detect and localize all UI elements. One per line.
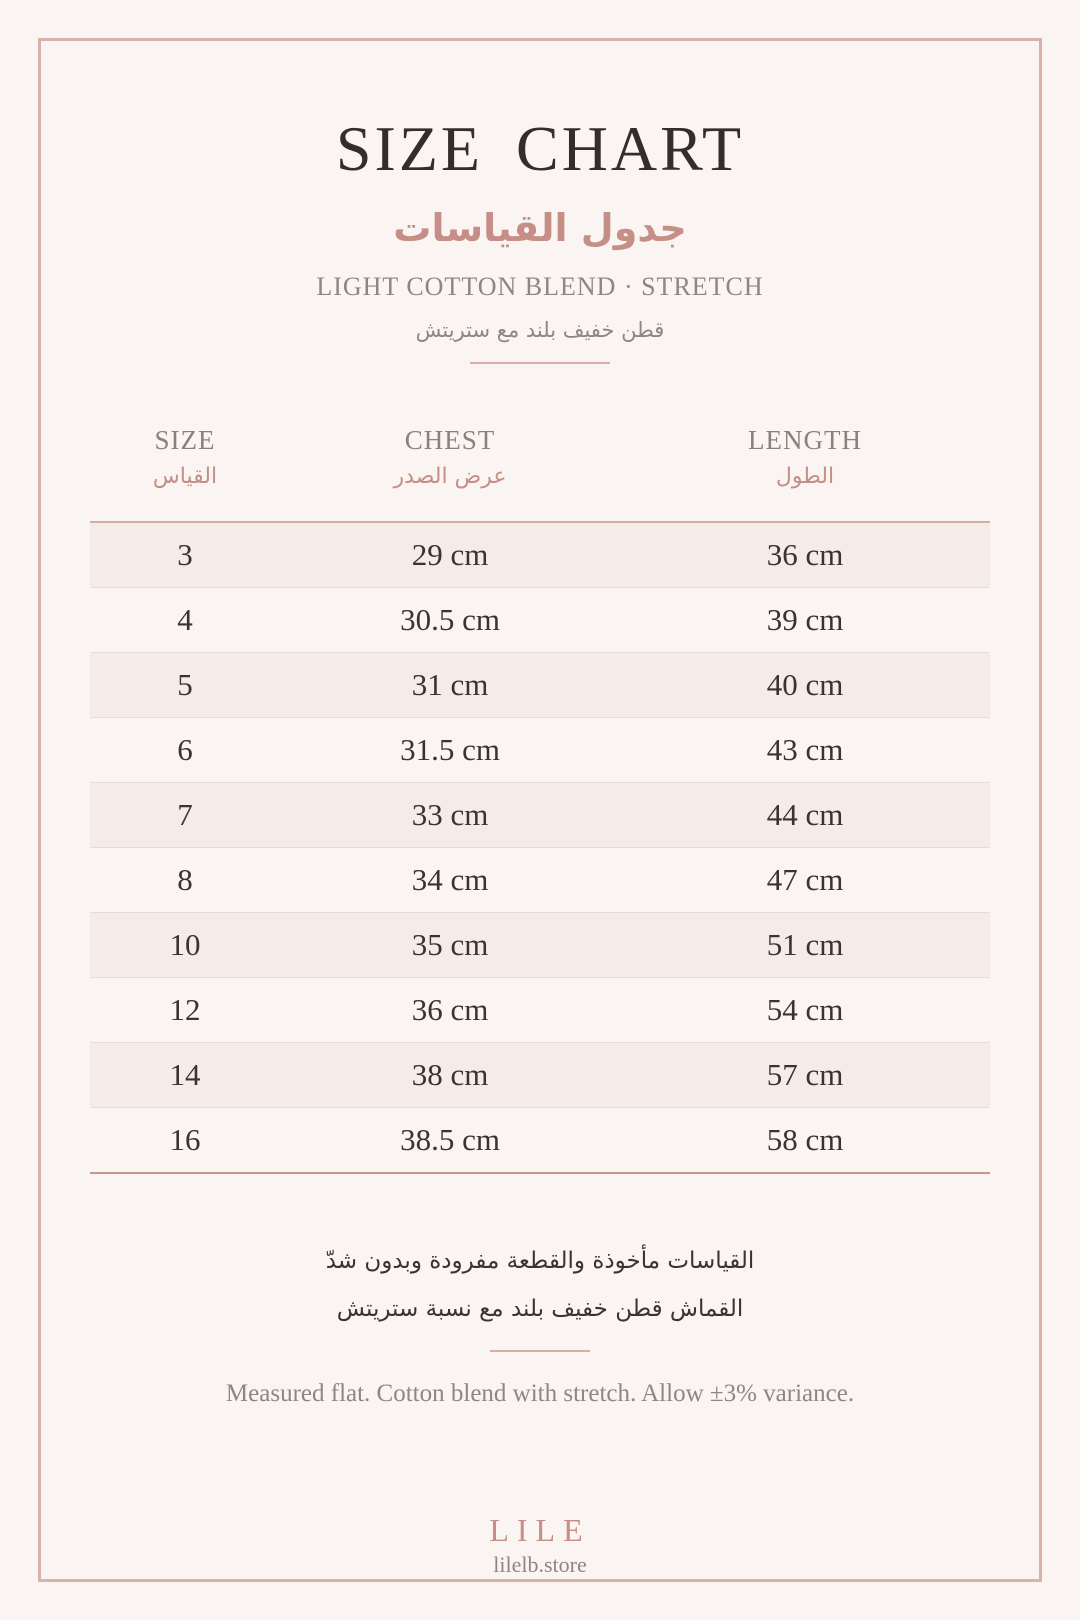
cell-size: 8 xyxy=(90,848,280,913)
header-chest xyxy=(280,415,620,522)
cell-chest: 35 cm xyxy=(280,913,620,978)
cell-chest: 38.5 cm xyxy=(280,1108,620,1174)
fabric-note-arabic: القماش قطن خفيف بلند مع نسبة ستريتش xyxy=(336,1296,744,1322)
cell-size: 16 xyxy=(90,1108,280,1174)
measurement-note: Measured flat. Cotton blend with stretch. Allow ±3% variance. xyxy=(225,1380,855,1407)
cell-length: 51 cm xyxy=(620,913,990,978)
cell-length: 54 cm xyxy=(620,978,990,1043)
cell-length: 47 cm xyxy=(620,848,990,913)
cell-chest: 31.5 cm xyxy=(280,718,620,783)
table-row xyxy=(90,718,990,783)
header-size xyxy=(90,415,280,522)
table-row xyxy=(90,978,990,1043)
cell-chest: 29 cm xyxy=(280,522,620,588)
cell-chest: 31 cm xyxy=(280,653,620,718)
table-row xyxy=(90,1043,990,1108)
table-row xyxy=(90,848,990,913)
cell-size: 14 xyxy=(90,1043,280,1108)
measurement-note-arabic: القياسات مأخوذة والقطعة مفرودة وبدون شدّ xyxy=(325,1248,755,1274)
size-table xyxy=(90,415,990,1174)
header-length xyxy=(620,415,990,522)
cell-chest: 38 cm xyxy=(280,1043,620,1108)
notes-divider xyxy=(490,1350,590,1352)
cell-size: 7 xyxy=(90,783,280,848)
cell-size: 3 xyxy=(90,522,280,588)
cell-chest: 30.5 cm xyxy=(280,588,620,653)
cell-size: 10 xyxy=(90,913,280,978)
cell-chest: 34 cm xyxy=(280,848,620,913)
cell-size: 5 xyxy=(90,653,280,718)
table-row xyxy=(90,588,990,653)
cell-length: 43 cm xyxy=(620,718,990,783)
table-header-row xyxy=(90,415,990,522)
brand-logo: LILE xyxy=(489,1512,591,1548)
table-row xyxy=(90,653,990,718)
cell-chest: 33 cm xyxy=(280,783,620,848)
cell-length: 40 cm xyxy=(620,653,990,718)
cell-length: 57 cm xyxy=(620,1043,990,1108)
cell-chest: 36 cm xyxy=(280,978,620,1043)
header-size-label: SIZE xyxy=(154,425,216,455)
table-row xyxy=(90,913,990,978)
fabric-subtitle-arabic: قطن خفيف بلند مع ستريتش xyxy=(415,318,665,342)
cell-size: 6 xyxy=(90,718,280,783)
header-divider xyxy=(470,362,610,364)
cell-length: 58 cm xyxy=(620,1108,990,1174)
cell-size: 4 xyxy=(90,588,280,653)
header-length-label-arabic: الطول xyxy=(775,464,835,489)
table-row xyxy=(90,522,990,588)
header-chest-label: CHEST xyxy=(404,425,496,455)
fabric-subtitle: LIGHT COTTON BLEND · STRETCH xyxy=(316,272,764,301)
cell-length: 36 cm xyxy=(620,522,990,588)
table-row xyxy=(90,1108,990,1174)
page-title-arabic: جدول القياسات xyxy=(393,206,687,250)
cell-length: 39 cm xyxy=(620,588,990,653)
cell-length: 44 cm xyxy=(620,783,990,848)
website-link[interactable]: lilelb.store xyxy=(493,1552,587,1577)
header-chest-label-arabic: عرض الصدر xyxy=(393,464,507,489)
table-row xyxy=(90,783,990,848)
page-title: SIZE CHART xyxy=(335,113,745,184)
header-size-label-arabic: القياس xyxy=(152,464,218,489)
cell-size: 12 xyxy=(90,978,280,1043)
header-length-label: LENGTH xyxy=(748,425,862,455)
